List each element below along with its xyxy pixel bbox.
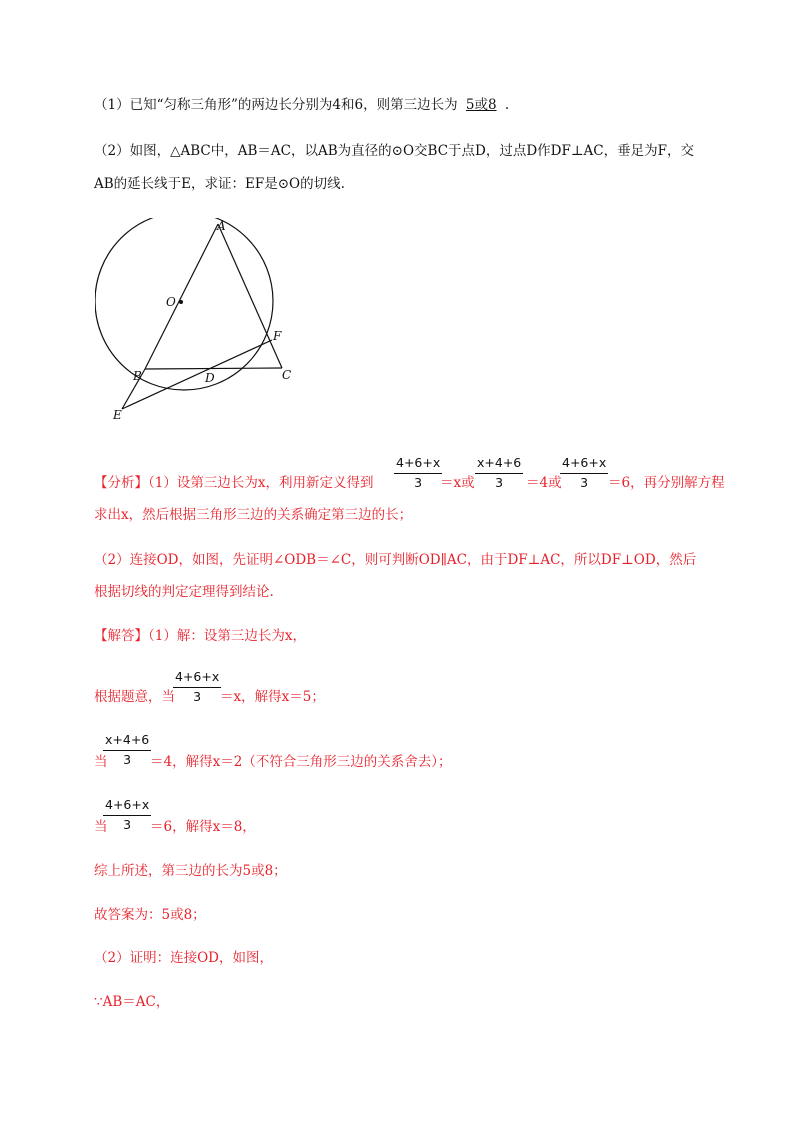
fraction-denominator: 3 [123, 752, 132, 767]
fraction-numerator: x+4+6 [475, 455, 523, 474]
center-point-o [179, 300, 183, 304]
analysis-fraction-2 [475, 455, 523, 492]
segment-ef [122, 340, 272, 409]
solution-summary: 综上所述，第三边的长为5或8； [94, 863, 287, 879]
fraction-denominator: 3 [495, 475, 504, 490]
solution-head: 【解答】（1）解：设第三边长为x， [94, 628, 306, 644]
analysis-mid-1: ＝x或 [440, 475, 475, 491]
solution-step-3-post: ＝6，解得x＝8， [150, 819, 256, 835]
solution-step-1-post: ＝x，解得x＝5； [220, 689, 325, 705]
analysis-line-2: 求出x，然后根据三角形三边的关系确定第三边的长； [94, 507, 413, 523]
question-1 [94, 96, 509, 114]
solution-part-2-because: ∵AB＝AC， [94, 994, 170, 1010]
label-b: B [133, 369, 142, 383]
fraction-denominator: 3 [123, 817, 132, 832]
analysis-head: 【分析】（1）设第三边长为x，利用新定义得到 [94, 475, 374, 491]
fraction-denominator: 3 [580, 475, 589, 490]
solution-final-answer: 故答案为：5或8； [94, 907, 206, 923]
fraction-numerator: 4+6+x [394, 455, 442, 474]
label-c: C [282, 368, 292, 382]
circle-o [95, 218, 273, 390]
solution-step-2-pre: 当 [94, 754, 108, 770]
label-f: F [273, 329, 282, 343]
label-e: E [113, 408, 122, 422]
fraction-numerator: 4+6+x [560, 455, 608, 474]
label-o: O [166, 295, 176, 309]
segment-bc [145, 368, 282, 369]
fraction-denominator: 3 [193, 689, 202, 704]
analysis-fraction-3 [560, 455, 608, 492]
question-1-end: . [504, 97, 510, 113]
geometry-figure [95, 218, 315, 428]
solution-step-3-pre: 当 [94, 819, 108, 835]
solution-part-2-head: （2）证明：连接OD，如图， [94, 950, 273, 966]
question-1-answer: 5或8 [465, 97, 497, 113]
fraction-denominator: 3 [414, 475, 423, 490]
analysis-tail: ＝6，再分别解方程 [608, 475, 725, 491]
question-2-line-1: （2）如图，△ABC中，AB＝AC，以AB为直径的⊙O交BC于点D，过点D作DF⊥AC，垂足为F，交 [94, 143, 694, 159]
fraction-numerator: 4+6+x [103, 797, 151, 816]
label-d: D [205, 371, 215, 385]
analysis-fraction-1 [394, 455, 442, 492]
segment-ab [145, 224, 218, 369]
analysis-mid-2: ＝4或 [526, 475, 562, 491]
fraction-numerator: 4+6+x [173, 669, 221, 688]
solution-step-1-pre: 根据题意，当 [94, 689, 175, 705]
question-2-line-2: AB的延长线于E，求证：EF是⊙O的切线. [94, 176, 345, 192]
solution-fraction-b [103, 732, 151, 769]
solution-fraction-c [103, 797, 151, 834]
question-1-text: （1）已知“匀称三角形”的两边长分别为4和6，则第三边长为 [94, 97, 458, 113]
fraction-numerator: x+4+6 [103, 732, 151, 751]
analysis-line-3: （2）连接OD，如图，先证明∠ODB＝∠C，则可判断OD∥AC，由于DF⊥AC，所以DF⊥OD，然后 [94, 552, 697, 568]
label-a: A [217, 219, 226, 233]
analysis-line-1 [94, 474, 373, 492]
analysis-line-4: 根据切线的判定定理得到结论. [94, 584, 274, 600]
solution-fraction-a [173, 669, 221, 706]
solution-step-2-post: ＝4，解得x＝2（不符合三角形三边的关系舍去）； [150, 754, 452, 770]
